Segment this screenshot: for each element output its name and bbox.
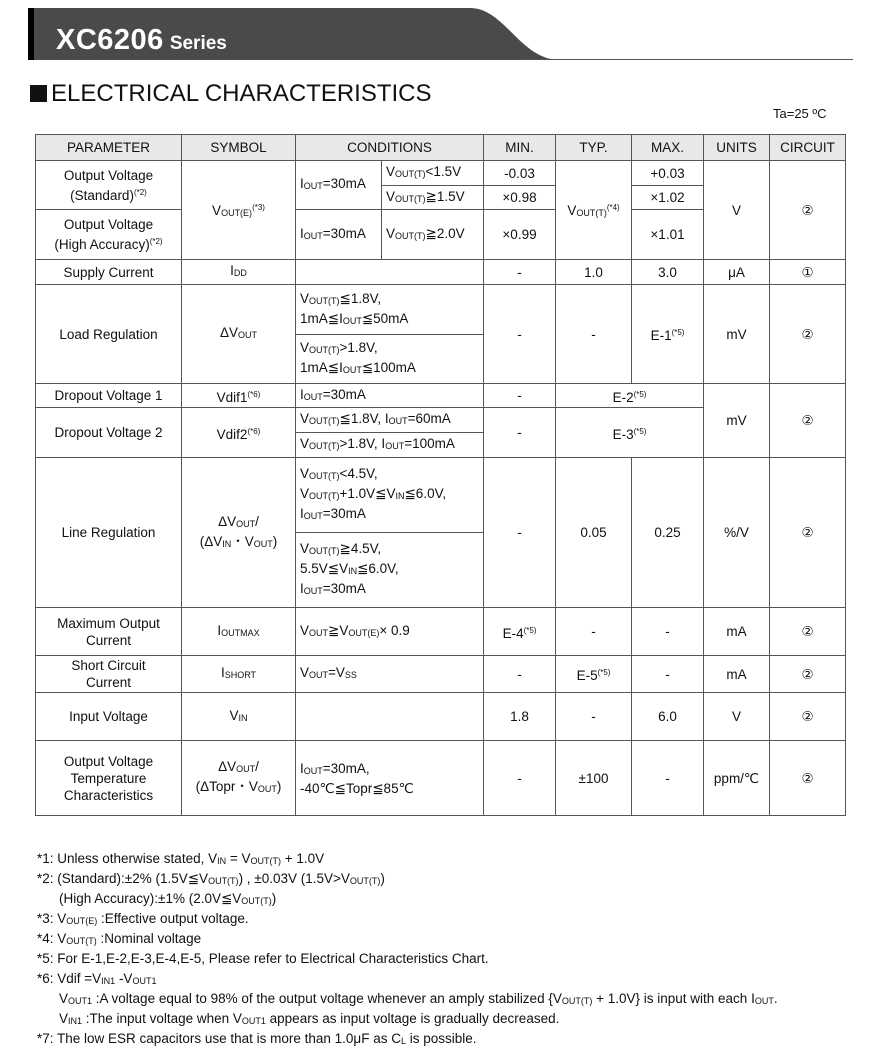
min-e4: $E-4^{(*5)}$ (484, 608, 556, 656)
table-header-row (36, 135, 846, 161)
symbol-vdif1: $Vdif1^{(*6)}$ (182, 384, 296, 408)
cond-load-2: $V_{OUT(T)}>1.8V$, $1mA≦I_{OUT}≦100mA$ (296, 335, 484, 384)
cond-line-1: $V_{OUT(T)}<4.5V$, $V_{OUT(T)}+1.0V≦V_{IN}≦6.0V$, $I_{OUT}=30mA$ (296, 458, 484, 533)
max-value: 3.0 (632, 260, 704, 285)
cond-iout-30ma: $I_{OUT}=30mA$ (296, 161, 382, 210)
symbol-vout-e: $V_{OUT(E)}^{(*3)}$ (182, 161, 296, 260)
units-value: mV (704, 285, 770, 384)
table-row (36, 161, 846, 186)
symbol-vin: $V_{IN}$ (182, 693, 296, 741)
header-min: MIN. (484, 135, 556, 161)
table-row (36, 458, 846, 533)
param-line-regulation: Line Regulation (36, 458, 182, 608)
typ-value: 1.0 (556, 260, 632, 285)
header-typ: TYP. (556, 135, 632, 161)
footnote-4: *4: $V_{OUT(T)}$ :Nominal voltage (37, 931, 202, 946)
footnotes (37, 849, 778, 1049)
typ-value: - (556, 285, 632, 384)
footnote-7: *7: The low ESR capacitors use that is more than 1.0μF as $C_L$ is possible. (37, 1031, 477, 1046)
max-value: - (632, 608, 704, 656)
cond-dropout-2b: $V_{OUT(T)}>1.8V$, $I_{OUT}=100mA$ (296, 433, 484, 458)
cond-temp-char: $I_{OUT}=30mA$, -40℃≦Topr≦85℃ (296, 741, 484, 816)
table-row (36, 260, 846, 285)
table-row (36, 608, 846, 656)
series-label: Series (169, 33, 227, 54)
typ-vout-t: $V_{OUT(T)}^{(*4)}$ (556, 161, 632, 260)
max-value: +0.03 (632, 161, 704, 186)
footnote-2: *2: (Standard):±2% $(1.5V≦V_{OUT(T)})$ , ±0.03V $(1.5V>V_{OUT(T)})$ (37, 871, 385, 886)
units-value: mA (704, 608, 770, 656)
max-value: ×1.01 (632, 210, 704, 260)
footnote-6-vout1: $V_{OUT1}$ :A voltage equal to 98% of the output voltage whenever an amply stabilized $\{V_{OUT(T)} + 1.0V\}$ is input with each $I_{OUT}$. (59, 991, 778, 1006)
circuit-value: ② (770, 693, 846, 741)
symbol-ishort: $I_{SHORT}$ (182, 656, 296, 693)
header-conditions: CONDITIONS (296, 135, 484, 161)
units-value: ppm/℃ (704, 741, 770, 816)
units-value: %/V (704, 458, 770, 608)
param-supply-current: Supply Current (36, 260, 182, 285)
model-name: XC6206 (56, 24, 164, 56)
footnote-3: *3: $V_{OUT(E)}$ :Effective output voltage. (37, 911, 249, 926)
table-row (36, 285, 846, 335)
footnote-2-cont: (High Accuracy):±1% $(2.0V≦V_{OUT(T)})$ (59, 891, 277, 906)
electrical-characteristics-table (35, 134, 846, 816)
min-value: - (484, 384, 556, 408)
circuit-value: ② (770, 285, 846, 384)
max-value: - (632, 741, 704, 816)
max-value: - (632, 656, 704, 693)
cond-dropout-1: $I_{OUT}=30mA$ (296, 384, 484, 408)
cond-max-output: $V_{OUT}≧V_{OUT(E)}\times 0.9$ (296, 608, 484, 656)
param-dropout-voltage-2: Dropout Voltage 2 (36, 408, 182, 458)
table-row (36, 693, 846, 741)
param-temp-characteristics: Output Voltage Temperature Characteristics (36, 741, 182, 816)
header-band (0, 8, 853, 60)
param-output-voltage-high-accuracy: Output Voltage (High Accuracy)$^{(*2)}$ (36, 210, 182, 260)
cond-vout-ge-2-0: $V_{OUT(T)}≧2.0V$ (382, 210, 484, 260)
param-dropout-voltage-1: Dropout Voltage 1 (36, 384, 182, 408)
units-value: μA (704, 260, 770, 285)
symbol-ioutmax: $I_{OUTMAX}$ (182, 608, 296, 656)
param-max-output-current: Maximum Output Current (36, 608, 182, 656)
min-value: - (484, 260, 556, 285)
param-output-voltage-standard: Output Voltage (Standard)$^{(*2)}$ (36, 161, 182, 210)
section-title-text: ELECTRICAL CHARACTERISTICS (51, 80, 432, 107)
header-max: MAX. (632, 135, 704, 161)
symbol-line-reg: $\Delta V_{OUT}/$ ($\Delta V_{IN}$・$V_{OUT}$) (182, 458, 296, 608)
max-e1: $E-1^{(*5)}$ (632, 285, 704, 384)
max-value: 6.0 (632, 693, 704, 741)
circuit-value: ② (770, 741, 846, 816)
min-value: - (484, 408, 556, 458)
circuit-value: ② (770, 161, 846, 260)
header-title (56, 24, 227, 57)
square-bullet-icon (30, 85, 47, 102)
footnote-6-vin1: $V_{IN1}$ :The input voltage when $V_{OUT1}$ appears as input voltage is gradually decreased. (59, 1011, 560, 1026)
typmax-e2: $E-2^{(*5)}$ (556, 384, 704, 408)
circuit-value: ② (770, 384, 846, 458)
param-load-regulation: Load Regulation (36, 285, 182, 384)
conditions-empty (296, 693, 484, 741)
cond-short-circuit: $V_{OUT}=V_{SS}$ (296, 656, 484, 693)
cond-vout-ge-1-5: $V_{OUT(T)}≧1.5V$ (382, 186, 484, 210)
table-row (36, 656, 846, 693)
param-input-voltage: Input Voltage (36, 693, 182, 741)
ambient-temperature: Ta=25 ºC (773, 106, 827, 121)
footnote-1: *1: Unless otherwise stated, $V_{IN} = V_{OUT(T)} + 1.0V$ (37, 851, 325, 866)
header-units: UNITS (704, 135, 770, 161)
typ-value: - (556, 693, 632, 741)
header-symbol: SYMBOL (182, 135, 296, 161)
min-value: - (484, 656, 556, 693)
cond-line-2: $V_{OUT(T)}≧4.5V$, $5.5V≦V_{IN}≦6.0V$, $I_{OUT}=30mA$ (296, 533, 484, 608)
min-value: ×0.99 (484, 210, 556, 260)
cond-vout-lt-1-5: $V_{OUT(T)}<1.5V$ (382, 161, 484, 186)
circuit-value: ② (770, 656, 846, 693)
min-value: - (484, 458, 556, 608)
section-title (30, 80, 432, 108)
param-short-circuit-current: Short Circuit Current (36, 656, 182, 693)
header-circuit: CIRCUIT (770, 135, 846, 161)
units-value: mV (704, 384, 770, 458)
table-row (36, 741, 846, 816)
circuit-value: ① (770, 260, 846, 285)
symbol-idd: $I_{DD}$ (182, 260, 296, 285)
cond-load-1: $V_{OUT(T)}≦1.8V$, $1mA≦I_{OUT}≦50mA$ (296, 285, 484, 335)
typ-value: ±100 (556, 741, 632, 816)
max-value: 0.25 (632, 458, 704, 608)
table-row (36, 384, 846, 408)
footnote-6: *6: Vdif $=V_{IN1}$ $-V_{OUT1}$ (37, 971, 157, 986)
cond-iout-30ma: $I_{OUT}=30mA$ (296, 210, 382, 260)
header-parameter: PARAMETER (36, 135, 182, 161)
circuit-value: ② (770, 608, 846, 656)
footnote-5: *5: For E-1,E-2,E-3,E-4,E-5, Please refer to Electrical Characteristics Chart. (37, 951, 489, 966)
min-value: - (484, 285, 556, 384)
units-value: mA (704, 656, 770, 693)
symbol-temp-char: $\Delta V_{OUT}/$ (ΔTopr・$V_{OUT}$) (182, 741, 296, 816)
typ-value: - (556, 608, 632, 656)
min-value: -0.03 (484, 161, 556, 186)
circuit-value: ② (770, 458, 846, 608)
symbol-vdif2: $Vdif2^{(*6)}$ (182, 408, 296, 458)
conditions-empty (296, 260, 484, 285)
min-value: - (484, 741, 556, 816)
typ-e5: $E-5^{(*5)}$ (556, 656, 632, 693)
typ-value: 0.05 (556, 458, 632, 608)
cond-dropout-2a: $V_{OUT(T)}≦1.8V$, $I_{OUT}=60mA$ (296, 408, 484, 433)
symbol-delta-vout: $\Delta V_{OUT}$ (182, 285, 296, 384)
units-value: V (704, 693, 770, 741)
min-value: 1.8 (484, 693, 556, 741)
units-value: V (704, 161, 770, 260)
min-value: ×0.98 (484, 186, 556, 210)
max-value: ×1.02 (632, 186, 704, 210)
typmax-e3: $E-3^{(*5)}$ (556, 408, 704, 458)
